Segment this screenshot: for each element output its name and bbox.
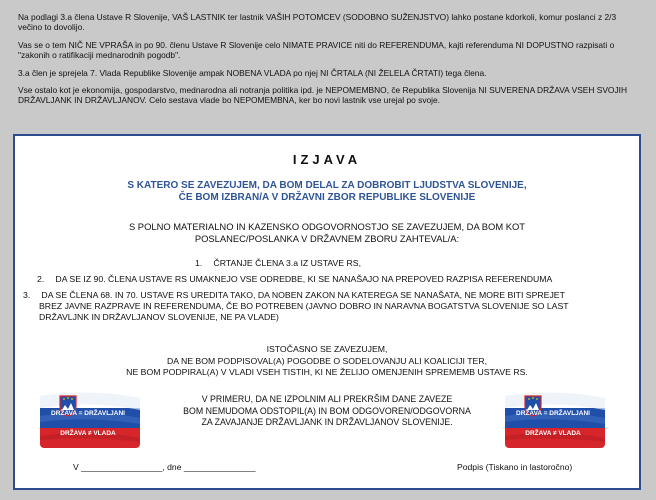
declaration-subtitle bbox=[15, 180, 639, 204]
commitment-line: NE BOM PODPIRAL(A) V VLADI VSEH TISTIH, KI NE ŽELIJO OMENJENIH SPREMEMB USTAVE RS. bbox=[126, 367, 528, 377]
flag-slogan-top: DRŽAVA = DRŽAVLJANI bbox=[51, 410, 125, 417]
demand-item bbox=[23, 290, 569, 323]
demand-item bbox=[37, 274, 552, 285]
demand-number: 1. bbox=[195, 258, 203, 268]
demand-text: DA SE IZ 90. ČLENA USTAVE RS UMAKNEJO VSE ODREDBE, KI SE NANAŠAJO NA PREPOVED RAZPISA REFERENDUMA bbox=[55, 274, 553, 284]
flag-slogan-bottom: DRŽAVA ≠ VLADA bbox=[525, 430, 581, 437]
demand-number: 2. bbox=[37, 274, 45, 284]
breach-line: ZA ZAVAJANJE DRŽAVLJANK IN DRŽAVLJANOV SLOVENIJE. bbox=[201, 417, 453, 427]
intro-paragraph-3: 3.a člen je sprejela 7. Vlada Republike Slovenije ampak NOBENA VLADA po njej NI ČRTALA (NI ŽELELA ČRTATI) tega člena. bbox=[18, 67, 487, 78]
signature-label[interactable]: Podpis (Tiskano in lastoročno) bbox=[457, 462, 573, 472]
pledge-line-1: S POLNO MATERIALNO IN KAZENSKO ODGOVORNOSTJO SE ZAVEZUJEM, DA BOM KOT bbox=[128, 221, 526, 232]
breach-line: V PRIMERU, DA NE IZPOLNIM ALI PREKRŠIM DANE ZAVEZE bbox=[201, 394, 453, 404]
commitment-line: ISTOČASNO SE ZAVEZUJEM, bbox=[266, 344, 388, 354]
flag-slogan-bottom: DRŽAVA ≠ VLADA bbox=[60, 430, 116, 437]
demand-item bbox=[195, 258, 361, 269]
demand-text: DA SE ČLENA 68. IN 70. USTAVE RS UREDITA TAKO, DA NOBEN ZAKON NA KATEREGA SE NANAŠATA, NE MORE BITI SPREJET bbox=[41, 290, 565, 300]
commitment-line: DA NE BOM PODPISOVAL(A) POGODBE O SODELOVANJU ALI KOALICIJI TER, bbox=[166, 355, 488, 366]
intro-paragraph-1: Na podlagi 3.a člena Ustave R Slovenije, VAŠ LASTNIK ter lastnik VAŠIH POTOMCEV (SODOBNO SUŽENJSTVO) lahko postane kdorkoli, komur poslanci z 2/3 večino to dovolijo. bbox=[18, 12, 617, 33]
slovenian-flag-left bbox=[40, 388, 140, 448]
flag-slogan-top: DRŽAVA = DRŽAVLJANI bbox=[516, 410, 590, 417]
slovenian-flag-right bbox=[505, 388, 605, 448]
demand-text: ČRTANJE ČLENA 3.a IZ USTAVE RS, bbox=[213, 258, 361, 268]
place-date-line[interactable]: V _________________, dne _______________ bbox=[73, 462, 256, 472]
declaration-card bbox=[13, 134, 641, 490]
demand-number: 3. bbox=[23, 290, 31, 300]
subtitle-line-1: S KATERO SE ZAVEZUJEM, DA BOM DELAL ZA DOBROBIT LJUDSTVA SLOVENIJE, bbox=[127, 180, 527, 191]
declaration-title: IZJAVA bbox=[292, 152, 362, 167]
additional-commitment bbox=[15, 344, 639, 379]
subtitle-line-2: ČE BOM IZBRAN/A V DRŽAVNI ZBOR REPUBLIKE SLOVENIJE bbox=[178, 192, 476, 203]
pledge-line-2: POSLANEC/POSLANKA V DRŽAVNEM ZBORU ZAHTEVAL/A: bbox=[194, 233, 460, 244]
demand-text: BREZ JAVNE RAZPRAVE IN REFERENDUMA, ČE BO POTREBEN (JAVNO DOBRO IN NARAVNA BOGATSTVA SLOVENIJE SO LAST bbox=[39, 301, 569, 311]
demand-text: DRŽAVLJNK IN DRŽAVLJANOV SLOVENIJE, NE PA VLADE) bbox=[39, 312, 279, 322]
intro-paragraph-2: Vas se o tem NIČ NE VPRAŠA in po 90. členu Ustave R Slovenije celo NIMATE PRAVICE niti do REFERENDUMA, kajti referenduma NI DOPUSTNO razpisati o "zakonih o ratifikaciji mednarodnih pogodb". bbox=[18, 39, 615, 61]
pledge-text bbox=[15, 221, 639, 245]
intro-text bbox=[18, 12, 638, 113]
breach-line: BOM NEMUDOMA ODSTOPIL(A) IN BOM ODGOVOREN/ODGOVORNA bbox=[183, 405, 471, 416]
intro-paragraph-4: Vse ostalo kot je ekonomija, gospodarstvo, mednarodna ali notranja politika ipd. je NEPOMEMBNO, če Republika Slovenija NI SUVERENA DRŽAVA VSEH SVOJIH DRŽAVLJANK IN DRŽAVLJANOV. Celo sestava vlade bo NEPOMEMBNA, ker bo novi lastnik vse urejal po svoje. bbox=[18, 85, 628, 106]
